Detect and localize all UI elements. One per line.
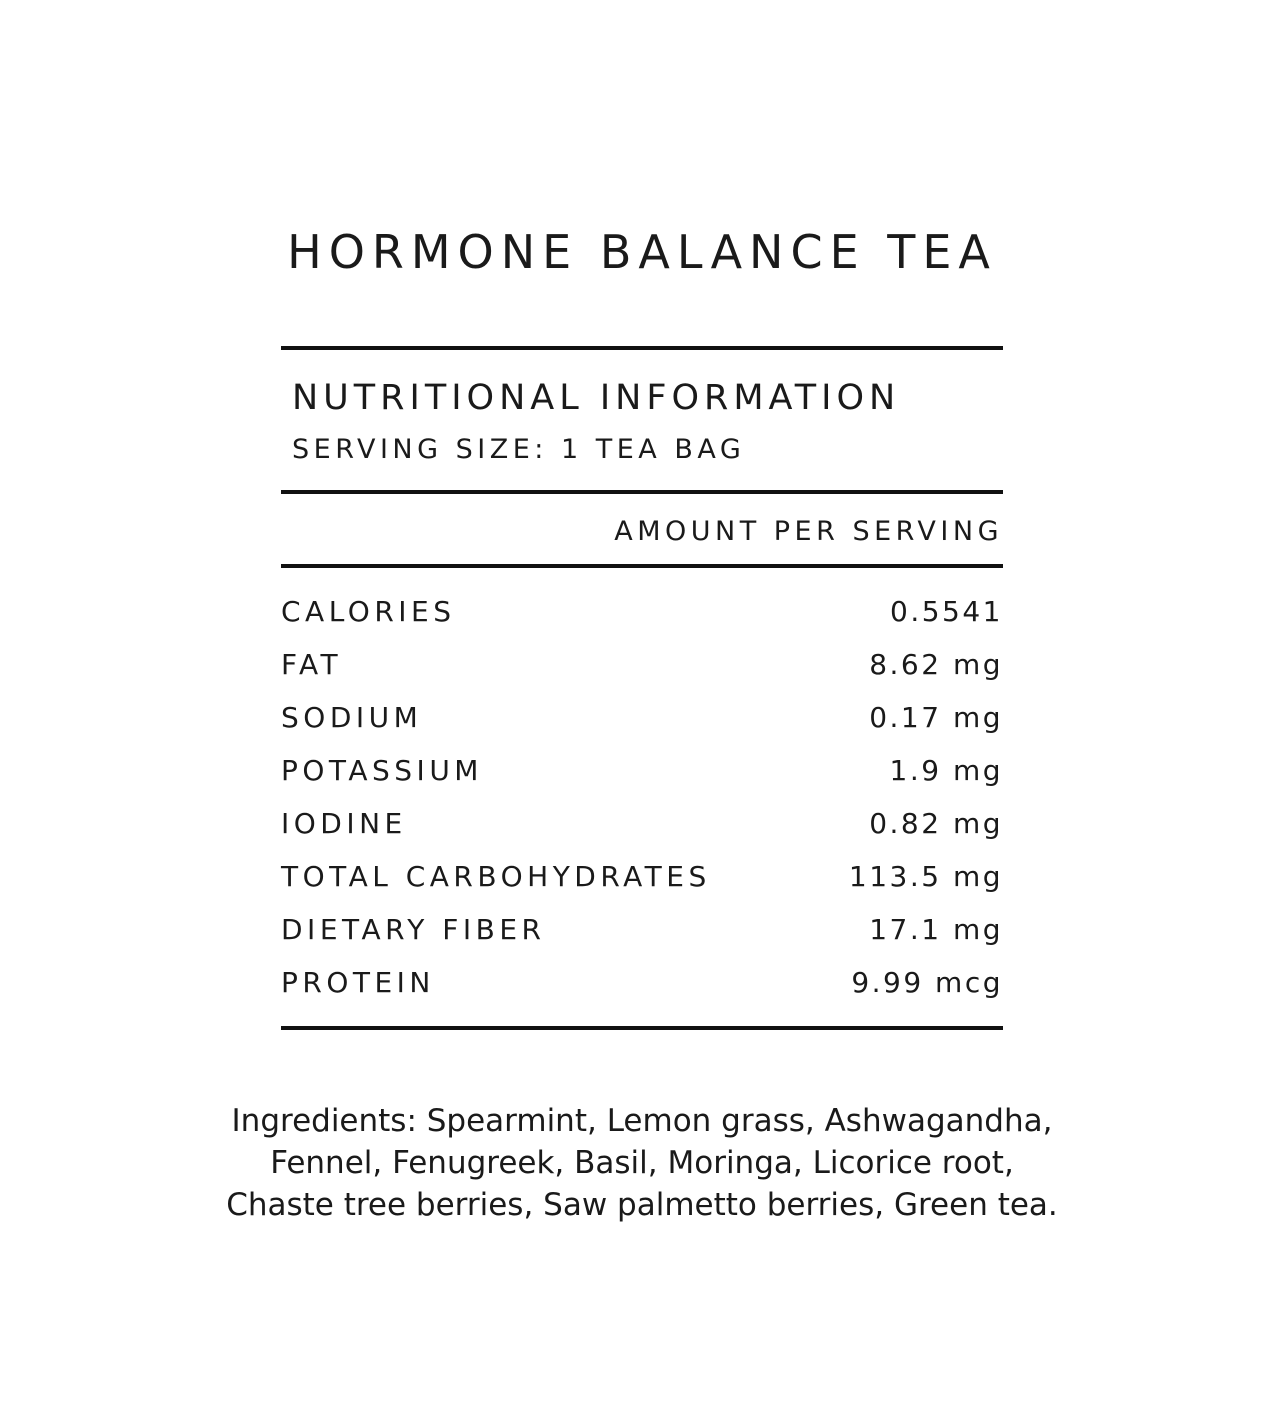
nutrient-row (281, 956, 1003, 1009)
nutrition-panel (281, 346, 1003, 1030)
ingredients-line: Fennel, Fenugreek, Basil, Moringa, Licorice root, (270, 1145, 1014, 1181)
amount-per-serving-header: AMOUNT PER SERVING (614, 516, 1003, 547)
nutrient-value: 113.5 mg (848, 860, 1003, 893)
nutrient-value: 8.62 mg (869, 648, 1003, 681)
nutrition-heading: NUTRITIONAL INFORMATION (292, 378, 901, 418)
nutrient-name: PROTEIN (281, 966, 435, 999)
ingredients-line: Ingredients: Spearmint, Lemon grass, Ashwagandha, (231, 1103, 1053, 1139)
nutrient-row (281, 903, 1003, 956)
nutrient-row (281, 691, 1003, 744)
nutrient-value: 9.99 mcg (851, 966, 1003, 999)
ingredients-line: Chaste tree berries, Saw palmetto berries, Green tea. (226, 1187, 1058, 1223)
nutrient-name: TOTAL CARBOHYDRATES (281, 860, 711, 893)
nutrient-value: 0.82 mg (869, 807, 1003, 840)
top-divider (281, 346, 1003, 350)
ingredients-text (0, 1100, 1284, 1226)
bottom-divider (281, 1026, 1003, 1030)
page-title: HORMONE BALANCE TEA (287, 225, 997, 279)
nutrient-row (281, 850, 1003, 903)
nutrient-row (281, 797, 1003, 850)
nutrient-row (281, 585, 1003, 638)
nutrient-list (281, 585, 1003, 1009)
nutrient-name: IODINE (281, 807, 407, 840)
nutrient-value: 0.5541 (890, 595, 1003, 628)
nutrient-name: FAT (281, 648, 343, 681)
amount-divider (281, 564, 1003, 568)
nutrient-name: SODIUM (281, 701, 423, 734)
nutrient-name: CALORIES (281, 595, 456, 628)
nutrient-row (281, 638, 1003, 691)
nutrient-value: 17.1 mg (869, 913, 1003, 946)
nutrient-name: POTASSIUM (281, 754, 483, 787)
nutrient-row (281, 744, 1003, 797)
nutrient-value: 0.17 mg (869, 701, 1003, 734)
serving-size: SERVING SIZE: 1 TEA BAG (292, 434, 746, 465)
serving-divider (281, 490, 1003, 494)
nutrient-name: DIETARY FIBER (281, 913, 546, 946)
nutrient-value: 1.9 mg (889, 754, 1003, 787)
